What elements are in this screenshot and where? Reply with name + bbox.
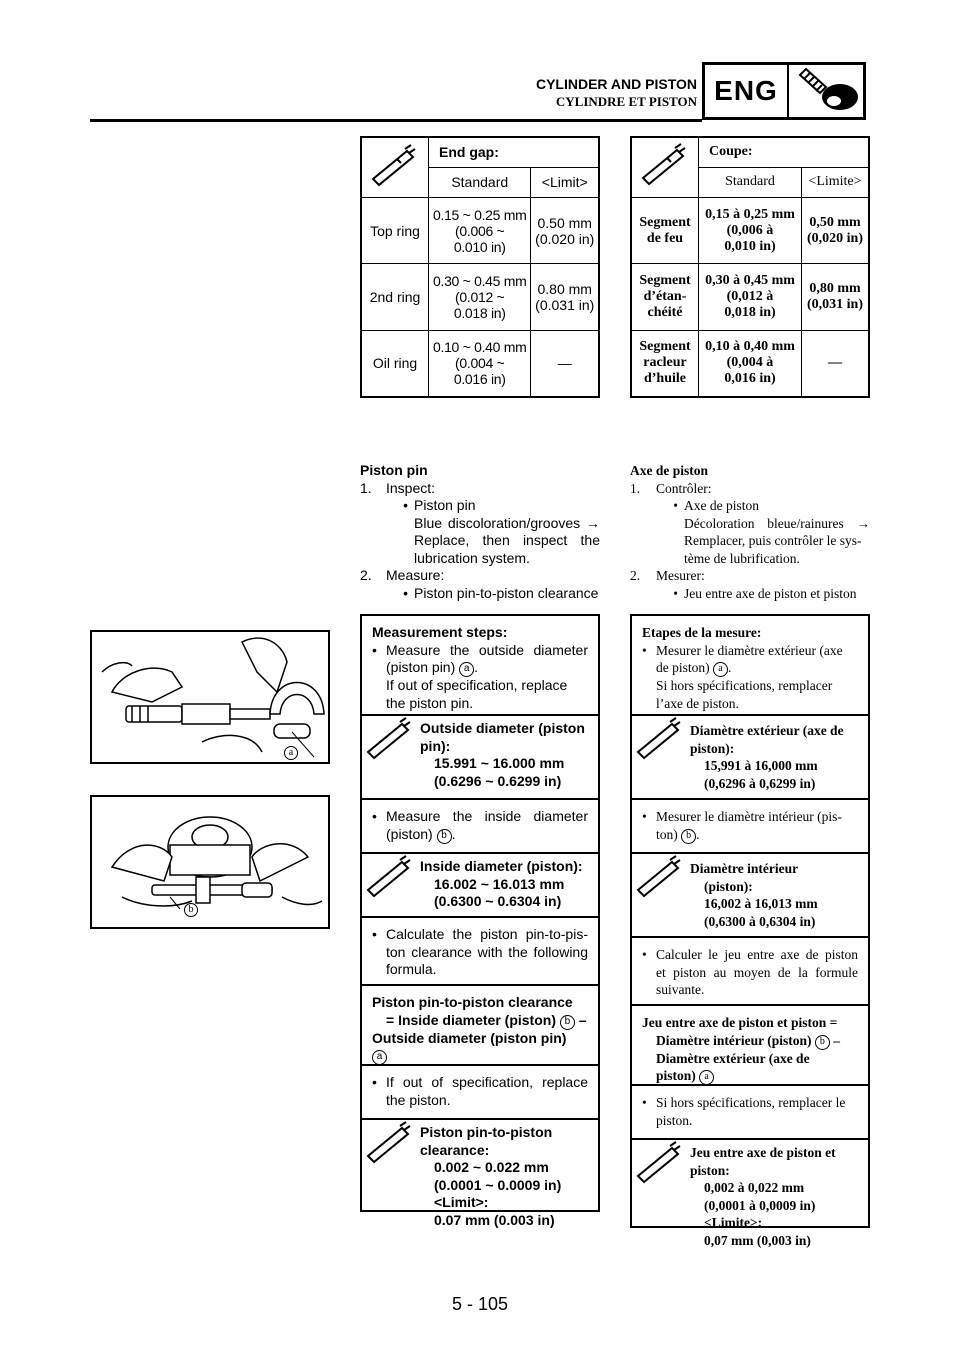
formula-text: Outside diameter (piston pin) xyxy=(372,1029,567,1046)
header-title-fr: CYLINDRE ET PISTON xyxy=(555,94,697,109)
step-text: formula. xyxy=(386,961,437,977)
formula-text: Jeu entre axe de piston et piston = xyxy=(642,1015,838,1030)
col-standard-fr: Standard xyxy=(699,167,802,197)
row-2nd-ring-limit: 0.80 mm (0.031 in) xyxy=(531,264,599,331)
row-segment-feu-limit: 0,50 mm (0,020 in) xyxy=(801,197,869,264)
figure-micrometer-piston-pin xyxy=(90,630,330,764)
row-segment-etancheite-limit: 0,80 mm (0,031 in) xyxy=(801,264,869,331)
spec-value: (0.0001 ~ 0.0009 in) xyxy=(434,1176,562,1193)
measurement-steps-box-en xyxy=(360,614,600,1228)
bullet: • xyxy=(372,808,377,824)
step-text: Si hors spécifications, remplacer xyxy=(656,678,833,693)
caliper-spec-icon xyxy=(632,716,690,798)
caliper-spec-icon xyxy=(632,1140,690,1246)
row-top-ring-name: Top ring xyxy=(361,197,429,264)
bullet: • xyxy=(673,498,678,513)
row-2nd-ring-name: 2nd ring xyxy=(361,264,429,331)
measure-step-3 xyxy=(362,918,598,986)
formula-text: – xyxy=(578,1011,587,1028)
figure-label-b: b xyxy=(184,903,198,917)
caliper-spec-icon xyxy=(362,716,420,798)
step-text: de piston) xyxy=(656,660,710,675)
caliper-spec-icon xyxy=(362,1120,420,1230)
spec-value: (0,6296 à 0,6299 in) xyxy=(704,775,816,791)
spec-label: Piston pin-to-piston xyxy=(420,1124,553,1140)
marker-b: b xyxy=(681,829,696,844)
spec-limit-value: 0,07 mm (0,003 in) xyxy=(704,1232,811,1248)
spec-value: 16,002 à 16,013 mm xyxy=(704,896,818,911)
spec-inside-diameter xyxy=(362,854,598,918)
measurement-steps-box-fr xyxy=(630,614,870,1248)
spec-value: (0,0001 à 0,0009 in) xyxy=(704,1197,816,1213)
marker-a: a xyxy=(713,662,728,677)
bullet: • xyxy=(642,809,647,824)
row-oil-ring-name: Oil ring xyxy=(361,330,429,397)
row-2nd-ring-standard: 0.30 ~ 0.45 mm (0.012 ~ 0.018 in) xyxy=(429,264,531,331)
spec-label: (piston): xyxy=(704,878,753,894)
spec-diametre-interieur xyxy=(632,854,868,938)
spec-label: piston): xyxy=(690,740,735,756)
marker-a: a xyxy=(372,1050,387,1065)
spec-value: 0,002 à 0,022 mm xyxy=(704,1180,805,1195)
step-text: Calculer le jeu entre axe de piston xyxy=(656,947,858,962)
end-gap-table-en xyxy=(360,136,600,398)
formula-text: Diamètre extérieur (axe de xyxy=(656,1050,810,1066)
spec-jeu-axe-piston xyxy=(632,1140,868,1246)
row-segment-racleur-name: Segment racleur d’huile xyxy=(631,330,699,397)
measure-step-1: Measurement steps: • Measure the outside diameter (piston pin) a . If out of specification, replace the piston pin. xyxy=(362,616,598,716)
step-number: 1. xyxy=(630,480,641,496)
bullet: • xyxy=(403,584,408,601)
step-text: Measure the outside diameter xyxy=(386,641,588,658)
step-text: Si hors spécifications, remplacer le xyxy=(656,1095,846,1110)
step-text: If out of specification, replace xyxy=(386,1074,588,1090)
micrometer-illustration xyxy=(92,632,328,762)
step-text: suivante. xyxy=(656,982,705,997)
marker-b: b xyxy=(437,829,452,844)
caliper-spec-icon xyxy=(362,854,420,916)
row-segment-feu-name: Segment de feu xyxy=(631,197,699,264)
row-segment-etancheite-standard: 0,30 à 0,45 mm (0,012 à 0,018 in) xyxy=(699,264,802,331)
spec-limit-value: 0.07 mm (0.003 in) xyxy=(434,1211,555,1228)
row-oil-ring-standard: 0.10 ~ 0.40 mm (0.004 ~ 0.016 in) xyxy=(429,330,531,397)
step-text: ton clearance with the following xyxy=(386,943,588,960)
spec-label: Inside diameter (piston): xyxy=(420,858,583,874)
measure-step-2-fr: • Mesurer le diamètre intérieur (pis- ton) b . xyxy=(632,800,868,854)
controler-item: Axe de piston xyxy=(684,498,759,513)
eng-section-badge xyxy=(702,62,866,120)
spec-value: (0.6300 ~ 0.6304 in) xyxy=(434,893,562,909)
bullet: • xyxy=(403,497,408,513)
spec-value: 0.002 ~ 0.022 mm xyxy=(434,1159,549,1175)
spec-label: clearance: xyxy=(420,1141,490,1158)
formula-text: Diamètre intérieur (piston) xyxy=(656,1032,812,1048)
bullet: • xyxy=(372,1074,377,1090)
step-number: 2. xyxy=(630,568,641,583)
row-segment-racleur-limit: — xyxy=(801,330,869,397)
formula-text: = Inside diameter (piston) xyxy=(386,1011,556,1028)
measure-item: Piston pin-to-piston clearance xyxy=(414,584,599,601)
spec-outside-diameter xyxy=(362,716,598,800)
spec-value: 16.002 ~ 16.013 mm xyxy=(434,875,565,892)
coupe-title: Coupe: xyxy=(699,137,870,167)
step-measure: Measure: xyxy=(386,567,445,583)
step-number: 2. xyxy=(360,567,372,583)
clearance-formula xyxy=(362,986,598,1066)
formula-text: Piston pin-to-piston clearance xyxy=(372,994,573,1010)
etapes-title: Etapes de la mesure: xyxy=(642,625,762,640)
spec-label: Jeu entre axe de piston et xyxy=(690,1145,836,1160)
measure-step-4 xyxy=(362,1066,598,1120)
bore-gauge-illustration xyxy=(92,797,328,927)
spec-label: Outside diameter (piston xyxy=(420,720,585,736)
bullet: • xyxy=(372,926,377,942)
step-mesurer: Mesurer: xyxy=(656,568,705,583)
step-text: Mesurer le diamètre intérieur (pis- xyxy=(656,809,842,824)
measure-step-3-fr xyxy=(632,938,868,1006)
spec-label: Diamètre intérieur xyxy=(690,861,799,876)
marker-b: b xyxy=(560,1015,575,1030)
step-text: ton) xyxy=(656,826,678,842)
spec-label: pin): xyxy=(420,737,451,754)
controler-description: Décoloration bleue/rainures → Remplacer, puis contrôler le sys- tème de lubrification. xyxy=(684,515,870,566)
spec-diametre-exterieur xyxy=(632,716,868,800)
inspect-description: Blue discoloration/grooves → Replace, then inspect the lubrication system. xyxy=(414,514,600,566)
header-title-en: CYLINDER AND PISTON xyxy=(535,76,697,92)
axe-piston-heading: Axe de piston xyxy=(630,463,709,478)
formula-text: piston) xyxy=(656,1068,696,1083)
step-text: (piston) xyxy=(386,825,433,842)
piston-pin-section-en xyxy=(360,462,600,602)
piston-pin-heading: Piston pin xyxy=(360,462,428,478)
spec-pin-clearance xyxy=(362,1120,598,1230)
marker-b: b xyxy=(815,1035,830,1050)
row-top-ring-standard: 0.15 ~ 0.25 mm (0.006 ~ 0.010 in) xyxy=(429,197,531,264)
step-text: et piston au moyen de la formule xyxy=(656,964,858,980)
col-limite-fr: <Limite> xyxy=(801,167,869,197)
end-gap-title: End gap: xyxy=(429,137,600,167)
header-rule xyxy=(90,119,702,122)
bullet: • xyxy=(372,641,377,658)
step-number: 1. xyxy=(360,479,372,496)
row-segment-racleur-standard: 0,10 à 0,40 mm (0,004 à 0,016 in) xyxy=(699,330,802,397)
step-controler: Contrôler: xyxy=(656,480,712,496)
col-limit: <Limit> xyxy=(531,167,599,197)
step-text: Mesurer le diamètre extérieur (axe xyxy=(656,642,843,658)
row-top-ring-limit: 0.50 mm (0.020 in) xyxy=(531,197,599,264)
measure-step-4-fr xyxy=(632,1086,868,1140)
step-text: l’axe de piston. xyxy=(656,695,739,711)
row-segment-feu-standard: 0,15 à 0,25 mm (0,006 à 0,010 in) xyxy=(699,197,802,264)
eng-badge-label: ENG xyxy=(705,65,789,117)
step-text: Measure the inside diameter xyxy=(386,808,588,824)
caliper-spec-icon xyxy=(361,137,429,197)
spec-limit-label: <Limite>: xyxy=(704,1215,763,1230)
marker-a: a xyxy=(459,662,474,677)
row-segment-etancheite-name: Segment d’étan- chéité xyxy=(631,264,699,331)
step-text: (piston pin) xyxy=(386,659,456,675)
row-oil-ring-limit: — xyxy=(531,330,599,397)
end-gap-table-fr xyxy=(630,136,870,398)
col-standard: Standard xyxy=(429,167,531,197)
step-text: the piston. xyxy=(386,1091,451,1108)
bullet: • xyxy=(642,1095,647,1110)
spec-label: Diamètre extérieur (axe de xyxy=(690,723,844,738)
inspect-item: Piston pin xyxy=(414,497,476,513)
figure-label-a: a xyxy=(284,746,298,760)
bullet: • xyxy=(642,642,647,658)
engine-icon xyxy=(789,65,863,117)
step-text: Calculate the piston pin-to-pis- xyxy=(386,926,588,942)
spec-value: (0,6300 à 0,6304 in) xyxy=(704,913,816,929)
bullet: • xyxy=(673,585,678,601)
spec-value: (0.6296 ~ 0.6299 in) xyxy=(434,772,562,789)
spec-label: piston: xyxy=(690,1162,730,1178)
spec-value: 15,991 à 16,000 mm xyxy=(704,758,818,773)
step-text: the piston pin. xyxy=(386,694,474,711)
piston-pin-section-fr xyxy=(630,462,870,602)
formula-text: – xyxy=(833,1032,840,1048)
figure-bore-gauge-piston xyxy=(90,795,330,929)
bullet: • xyxy=(642,947,647,962)
measure-step-1-fr: Etapes de la mesure: • Mesurer le diamètre extérieur (axe de piston) a . Si hors spécifications, remplacer l’axe de piston. xyxy=(632,616,868,716)
step-text: piston. xyxy=(656,1112,693,1128)
measurement-steps-title: Measurement steps: xyxy=(372,624,508,640)
mesurer-item: Jeu entre axe de piston et piston xyxy=(684,585,857,601)
marker-a: a xyxy=(699,1070,714,1085)
measure-step-2: • Measure the inside diameter (piston) b . xyxy=(362,800,598,854)
clearance-formula-fr xyxy=(632,1006,868,1086)
spec-limit-label: <Limit>: xyxy=(434,1194,489,1210)
page-number: 5 - 105 xyxy=(451,1294,509,1314)
step-text: If out of specification, replace xyxy=(386,677,568,693)
caliper-spec-icon xyxy=(632,854,690,936)
spec-value: 15.991 ~ 16.000 mm xyxy=(434,755,565,771)
step-inspect: Inspect: xyxy=(386,479,436,496)
caliper-spec-icon xyxy=(631,137,699,197)
